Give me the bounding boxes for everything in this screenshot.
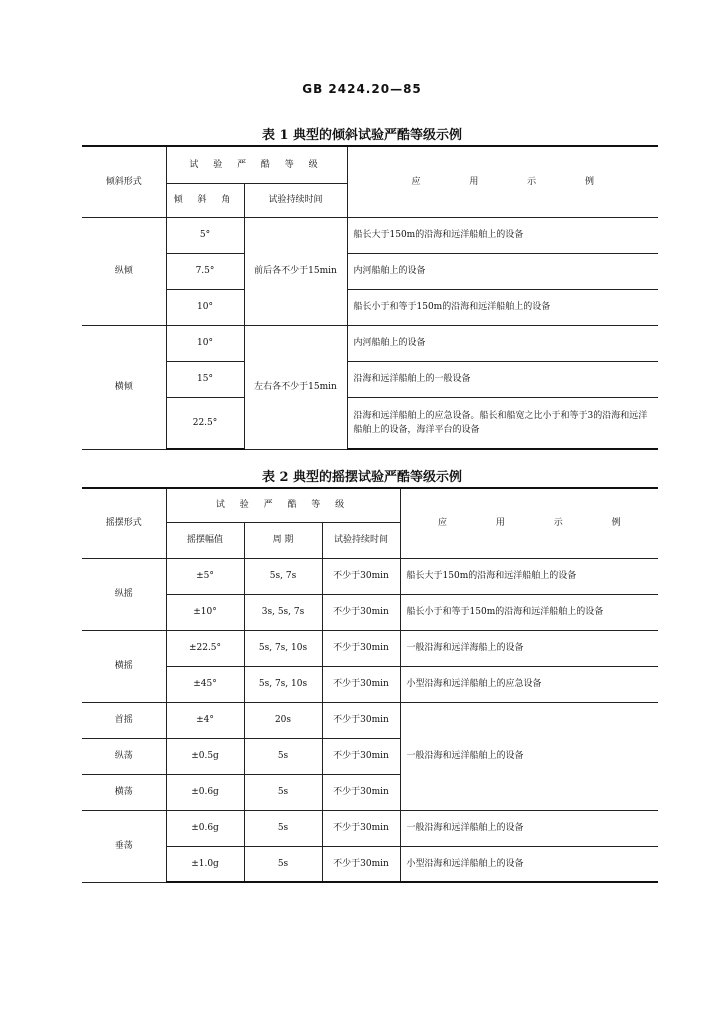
table1-angle-cell: 10° <box>166 289 244 325</box>
table2-period-cell: 5s, 7s, 10s <box>244 666 322 702</box>
table2-form-cell: 纵荡 <box>82 738 166 774</box>
table1-application-cell: 沿海和远洋船舶上的应急设备。船长和船宽之比小于和等于3的沿海和远洋船舶上的设备，海洋平台的设备 <box>347 397 658 449</box>
table2-amplitude-cell: ±0.6g <box>166 774 244 810</box>
table2-amplitude-cell: ±5° <box>166 558 244 594</box>
table1-header-form: 倾斜形式 <box>82 146 166 217</box>
table-row <box>82 289 658 325</box>
table1-application-cell: 内河船舶上的设备 <box>347 253 658 289</box>
table-row <box>82 594 658 630</box>
table1-angle-cell: 22.5° <box>166 397 244 449</box>
table1-angle-cell: 15° <box>166 361 244 397</box>
table2-amplitude-cell: ±0.6g <box>166 810 244 846</box>
table1-header-severity: 试 验 严 酷 等 级 <box>166 146 347 183</box>
table2-application-cell: 一般沿海和远洋海船上的设备 <box>400 630 658 666</box>
table-row <box>82 397 658 449</box>
table2-form-cell: 首摇 <box>82 702 166 738</box>
table2-period-cell: 5s <box>244 738 322 774</box>
table2-header-severity: 试 验 严 酷 等 级 <box>166 488 400 522</box>
table2-header-form: 摇摆形式 <box>82 488 166 558</box>
table1-header-angle: 倾 斜 角 <box>166 183 244 217</box>
table2-duration-cell: 不少于30min <box>322 810 400 846</box>
table2-form-cell: 垂荡 <box>82 810 166 882</box>
table2-period-cell: 5s <box>244 846 322 882</box>
table2-duration-cell: 不少于30min <box>322 846 400 882</box>
table1-duration-cell: 前后各不少于15min <box>244 217 347 325</box>
table1-header-application: 应 用 示 例 <box>347 146 658 217</box>
table1 <box>82 145 658 450</box>
table2-application-cell: 小型沿海和远洋船舶上的应急设备 <box>400 666 658 702</box>
table2-duration-cell: 不少于30min <box>322 666 400 702</box>
table2-application-cell: 船长小于和等于150m的沿海和远洋船舶上的设备 <box>400 594 658 630</box>
table2-period-cell: 5s <box>244 774 322 810</box>
table-row <box>82 846 658 882</box>
table2-amplitude-cell: ±10° <box>166 594 244 630</box>
table2 <box>82 487 658 883</box>
table-row <box>82 361 658 397</box>
table2-amplitude-cell: ±4° <box>166 702 244 738</box>
table1-application-cell: 船长小于和等于150m的沿海和远洋船舶上的设备 <box>347 289 658 325</box>
table2-period-cell: 3s, 5s, 7s <box>244 594 322 630</box>
table1-form-cell: 纵倾 <box>82 217 166 325</box>
table1-application-cell: 船长大于150m的沿海和远洋船舶上的设备 <box>347 217 658 253</box>
table1-application-cell: 内河船舶上的设备 <box>347 325 658 361</box>
table2-duration-cell: 不少于30min <box>322 630 400 666</box>
table1-caption: 表 1 典型的倾斜试验严酷等级示例 <box>261 128 463 143</box>
table2-form-cell: 纵摇 <box>82 558 166 630</box>
table1-duration-cell: 左右各不少于15min <box>244 325 347 449</box>
table2-amplitude-cell: ±0.5g <box>166 738 244 774</box>
table2-header-amplitude: 摇摆幅值 <box>166 522 244 558</box>
table2-form-cell: 横荡 <box>82 774 166 810</box>
table2-application-cell: 小型沿海和远洋船舶上的设备 <box>400 846 658 882</box>
table1-angle-cell: 7.5° <box>166 253 244 289</box>
table2-duration-cell: 不少于30min <box>322 594 400 630</box>
table2-duration-cell: 不少于30min <box>322 738 400 774</box>
table1-form-cell: 横倾 <box>82 325 166 449</box>
table2-period-cell: 5s, 7s, 10s <box>244 630 322 666</box>
document-header: GB 2424.20—85 <box>302 82 422 96</box>
table1-angle-cell: 5° <box>166 217 244 253</box>
table2-header-duration: 试验持续时间 <box>322 522 400 558</box>
table-row <box>82 630 658 666</box>
table-row <box>82 217 658 253</box>
table2-period-cell: 20s <box>244 702 322 738</box>
table2-amplitude-cell: ±1.0g <box>166 846 244 882</box>
table2-form-cell: 横摇 <box>82 630 166 702</box>
table1-header-duration: 试验持续时间 <box>244 183 347 217</box>
table-row <box>82 666 658 702</box>
table2-duration-cell: 不少于30min <box>322 774 400 810</box>
table2-application-cell: 一般沿海和远洋船舶上的设备 <box>400 810 658 846</box>
table2-amplitude-cell: ±22.5° <box>166 630 244 666</box>
table2-period-cell: 5s <box>244 810 322 846</box>
table2-header-period: 周 期 <box>244 522 322 558</box>
table-row <box>82 810 658 846</box>
table2-amplitude-cell: ±45° <box>166 666 244 702</box>
table2-application-cell: 船长大于150m的沿海和远洋船舶上的设备 <box>400 558 658 594</box>
table2-header-application: 应 用 示 例 <box>400 488 658 558</box>
table2-period-cell: 5s, 7s <box>244 558 322 594</box>
table2-duration-cell: 不少于30min <box>322 558 400 594</box>
table2-application-merged-cell: 一般沿海和远洋船舶上的设备 <box>400 702 658 810</box>
table2-caption: 表 2 典型的摇摆试验严酷等级示例 <box>261 470 463 485</box>
table1-angle-cell: 10° <box>166 325 244 361</box>
table-row <box>82 702 658 738</box>
table1-application-cell: 沿海和远洋船舶上的一般设备 <box>347 361 658 397</box>
table-row <box>82 558 658 594</box>
table2-duration-cell: 不少于30min <box>322 702 400 738</box>
table-row <box>82 253 658 289</box>
table-row <box>82 325 658 361</box>
